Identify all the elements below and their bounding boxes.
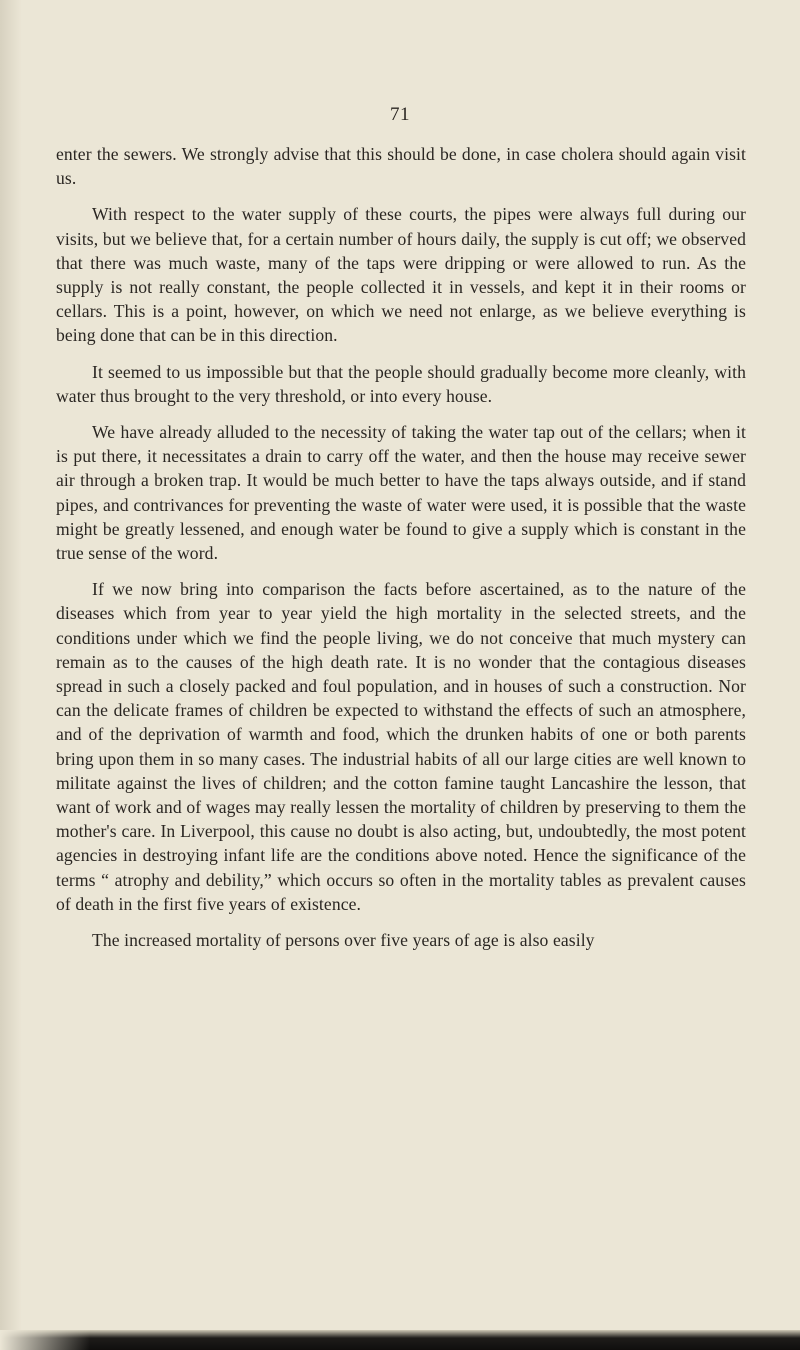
page-number: 71 xyxy=(390,104,410,125)
paragraph-water-tap: We have already alluded to the necessity of taking the water tap out of the cellars; when it is put there, it necessitates a drain to carry off the water, and then the house may receive sewer air through a broken trap. It would be much better to have the taps always outside, and if stand pipes, and contrivances for preventing the waste of water were used, it is possible that the waste might be greatly lessened, and enough water be found to give a supply which is constant in the true sense of the word. xyxy=(56,422,746,564)
paragraph-increased-mortality: The increased mortality of persons over five years of age is also easily xyxy=(92,930,595,951)
paragraph-mortality-causes: If we now bring into comparison the facts before ascertained, as to the nature of the diseases which from year to year yield the high mortality in the selected streets, and the conditions under which we find the people living, we do not conceive that much mystery can remain as to the causes of the high death rate. It is no wonder that the contagious diseases spread in such a closely packed and foul population, and in houses of such a construction. Nor can the delicate frames of children be expected to withstand the effects of such an atmosphere, and of the deprivation of warmth and food, which the drunken habits of one or both parents bring upon them in so many cases. The industrial habits of all our large cities are well known to militate against the lives of children; and the cotton famine taught Lancashire the lesson, that want of work and of wages may really lessen the mortality of children by preserving to them the mother's care. In Liverpool, this cause no doubt is also acting, but, undoubtedly, the most potent agencies in destroying infant life are the conditions above noted. Hence the significance of the terms “ atrophy and debility,” which occurs so often in the mortality tables as prevalent causes of death in the first five years of existence. xyxy=(56,579,746,914)
paragraph-continuation: enter the sewers. We strongly advise that this should be done, in case cholera should again visit us. xyxy=(56,144,746,189)
scan-bottom-edge xyxy=(0,1330,800,1350)
paragraph-water-supply: With respect to the water supply of these courts, the pipes were always full during our visits, but we believe that, for a certain number of hours daily, the supply is cut off; we observed that there was much waste, many of the taps were dripping or were allowed to run. As the supply is not really constant, the people collected it in vessels, and kept it in their rooms or cellars. This is a point, however, on which we need not enlarge, as we believe everything is being done that can be in this direction. xyxy=(56,204,746,346)
scan-bottom-edge-fade xyxy=(0,1330,90,1350)
page-edge-shadow xyxy=(0,0,22,1350)
body-text xyxy=(56,142,746,964)
paragraph-cleanliness: It seemed to us impossible but that the people should gradually become more cleanly, with water thus brought to the very threshold, or into every house. xyxy=(56,361,746,406)
